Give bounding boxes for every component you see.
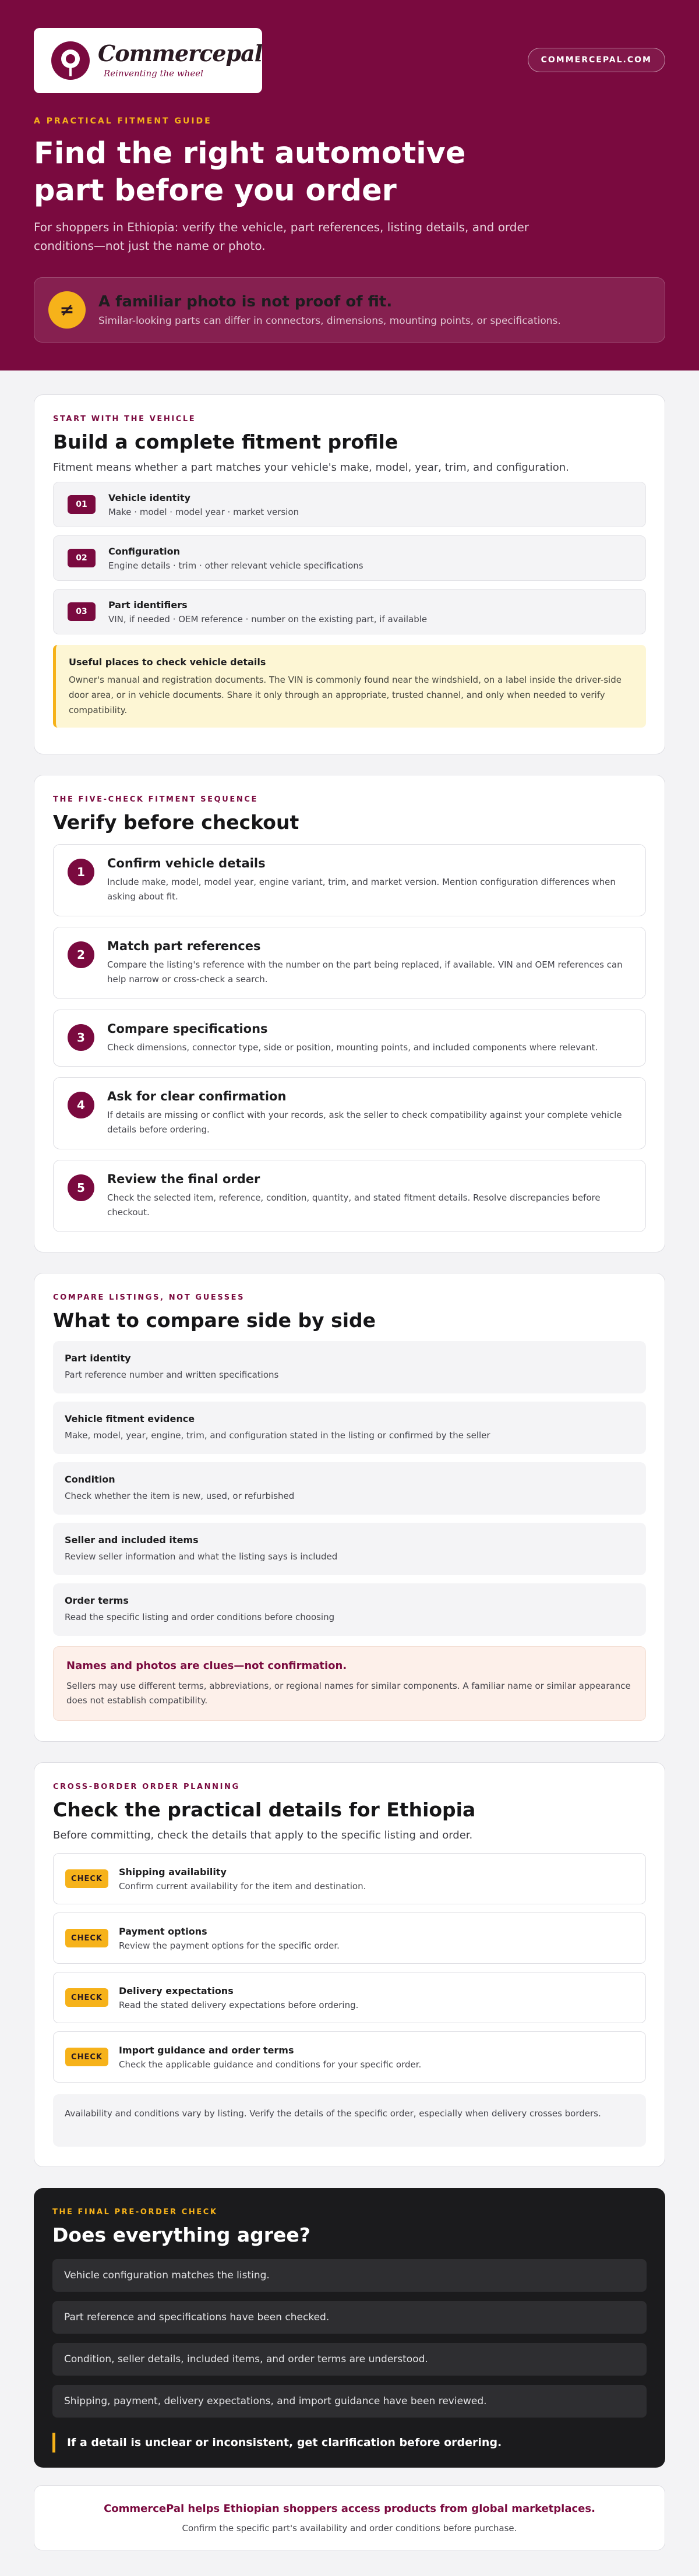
row-title: Configuration — [108, 545, 181, 557]
check-text: Check the applicable guidance and conditions for your specific order. — [119, 2059, 422, 2070]
page-subtitle: For shoppers in Ethiopia: verify the vehicle, part references, listing details, and order conditions—not just the name or photo. — [34, 220, 529, 253]
step-number-badge: 3 — [68, 1024, 94, 1051]
section-eyebrow: CROSS-BORDER ORDER PLANNING — [53, 1783, 240, 1791]
row-text: VIN, if needed · OEM reference · number on the existing part, if available — [108, 613, 428, 624]
compare-row — [53, 1402, 646, 1454]
footer-card — [34, 2485, 665, 2550]
check-tag: CHECK — [65, 2048, 108, 2066]
final-check-row: Shipping, payment, delivery expectations, and import guidance have been reviewed. — [52, 2385, 647, 2418]
compare-row-text: Check whether the item is new, used, or refurbished — [65, 1491, 295, 1501]
fitment-sequence-card — [34, 775, 665, 1252]
section-title: Build a complete fitment profile — [53, 430, 398, 453]
section-title: Check the practical details for Ethiopia — [53, 1798, 476, 1821]
step-item — [53, 1077, 646, 1149]
row-title: Part identifiers — [108, 599, 188, 611]
final-conclusion: If a detail is unclear or inconsistent, get clarification before ordering. — [52, 2433, 647, 2453]
callout-text: Similar-looking parts can differ in connectors, dimensions, mounting points, or specifications. — [98, 315, 561, 327]
step-title: Ask for clear confirmation — [107, 1089, 287, 1103]
step-title: Review the final order — [107, 1172, 260, 1186]
compare-row-title: Part identity — [65, 1353, 131, 1364]
profile-row — [53, 535, 646, 581]
not-equal-icon: ≠ — [48, 291, 86, 329]
hero-header — [0, 0, 699, 323]
photo-warning-callout — [34, 277, 665, 343]
step-item — [53, 927, 646, 999]
compare-row-text: Read the specific listing and order conditions before choosing — [65, 1612, 335, 1622]
tip-text: Owner's manual and registration documents. The VIN is commonly found near the windshield, on a label inside the driver-side door area, or in vehicle documents. Share it only through an appropriate, trusted channel, and only when needed to verify compatibility. — [69, 675, 622, 715]
step-item — [53, 844, 646, 916]
check-row — [53, 1912, 646, 1964]
brand-name: Commercepal — [98, 40, 263, 66]
hero-eyebrow: A PRACTICAL FITMENT GUIDE — [34, 117, 212, 126]
check-row — [53, 1972, 646, 2023]
step-title: Match part references — [107, 939, 261, 953]
compare-listings-card — [34, 1273, 665, 1742]
names-photos-warning — [53, 1646, 646, 1721]
section-title: What to compare side by side — [53, 1309, 376, 1332]
section-subtitle: Before committing, check the details that apply to the specific listing and order. — [53, 1829, 473, 1841]
compare-row — [53, 1523, 646, 1575]
section-eyebrow: THE FINAL PRE-ORDER CHECK — [52, 2208, 218, 2217]
check-title: Delivery expectations — [119, 1985, 234, 1996]
section-eyebrow: COMPARE LISTINGS, NOT GUESSES — [53, 1293, 245, 1302]
profile-row — [53, 482, 646, 527]
section-eyebrow: THE FIVE-CHECK FITMENT SEQUENCE — [53, 795, 258, 804]
step-title: Compare specifications — [107, 1022, 268, 1036]
warning-text: Sellers may use different terms, abbreviations, or regional names for similar components. A familiar name or similar appearance does not establish compatibility. — [66, 1681, 631, 1706]
check-tag: CHECK — [65, 1988, 108, 2007]
top-bar — [34, 28, 665, 93]
step-number-badge: 5 — [68, 1174, 94, 1201]
check-title: Import guidance and order terms — [119, 2044, 294, 2056]
check-title: Payment options — [119, 1925, 207, 1937]
availability-note: Availability and conditions vary by listing. Verify the details of the specific order, especially when delivery crosses borders. — [53, 2094, 646, 2147]
step-title: Confirm vehicle details — [107, 856, 266, 870]
step-item — [53, 1160, 646, 1232]
final-check-row: Part reference and specifications have been checked. — [52, 2301, 647, 2334]
check-tag: CHECK — [65, 1929, 108, 1947]
vehicle-details-tip — [53, 645, 646, 728]
fitment-profile-card — [34, 394, 665, 754]
profile-row — [53, 589, 646, 634]
check-title: Shipping availability — [119, 1866, 227, 1878]
step-number-badge: 4 — [68, 1092, 94, 1118]
step-number-badge: 1 — [68, 859, 94, 885]
ethiopia-details-card — [34, 1762, 665, 2167]
row-number-badge: 01 — [68, 495, 96, 514]
compare-row-title: Vehicle fitment evidence — [65, 1413, 195, 1424]
compare-row — [53, 1583, 646, 1636]
check-text: Read the stated delivery expectations before ordering. — [119, 1999, 359, 2010]
step-item — [53, 1010, 646, 1067]
step-number-badge: 2 — [68, 941, 94, 968]
step-text: Check the selected item, reference, condition, quantity, and stated fitment details. Resolve discrepancies before checkout. — [107, 1192, 601, 1218]
compare-row-title: Seller and included items — [65, 1534, 199, 1545]
warning-title: Names and photos are clues—not confirmation. — [66, 1660, 347, 1672]
step-text: Check dimensions, connector type, side or position, mounting points, and included components where relevant. — [107, 1042, 598, 1053]
compare-row — [53, 1462, 646, 1515]
check-tag: CHECK — [65, 1869, 108, 1888]
compare-row-title: Condition — [65, 1474, 115, 1485]
check-text: Review the payment options for the specific order. — [119, 1940, 340, 1951]
section-title: Verify before checkout — [53, 811, 299, 834]
check-text: Confirm current availability for the item and destination. — [119, 1880, 366, 1892]
row-number-badge: 02 — [68, 549, 96, 567]
final-check-row: Vehicle configuration matches the listing. — [52, 2259, 647, 2292]
site-link-button[interactable]: COMMERCEPAL.COM — [528, 48, 665, 72]
page-title: Find the right automotive part before you order — [34, 136, 466, 208]
logo-text — [98, 40, 263, 79]
footer-title: CommercePal helps Ethiopian shoppers access products from global marketplaces. — [104, 2502, 595, 2515]
step-text: Compare the listing's reference with the number on the part being replaced, if available. VIN and OEM references can help narrow or cross-check a search. — [107, 959, 623, 984]
check-row — [53, 2031, 646, 2083]
compare-row-text: Make, model, year, engine, trim, and configuration stated in the listing or confirmed by the seller — [65, 1430, 490, 1441]
compare-row-text: Part reference number and written specifications — [65, 1370, 279, 1380]
brand-tagline: Reinventing the wheel — [104, 68, 203, 79]
row-title: Vehicle identity — [108, 492, 191, 503]
row-number-badge: 03 — [68, 602, 96, 621]
row-text: Make · model · model year · market version — [108, 506, 299, 517]
final-check-card — [34, 2188, 665, 2468]
final-check-row: Condition, seller details, included items, and order terms are understood. — [52, 2343, 647, 2376]
check-row — [53, 1853, 646, 1904]
brand-logo[interactable] — [34, 28, 262, 93]
section-subtitle: Fitment means whether a part matches your vehicle's make, model, year, trim, and configuration. — [53, 461, 569, 474]
callout-title: A familiar photo is not proof of fit. — [98, 293, 393, 310]
tip-title: Useful places to check vehicle details — [69, 657, 266, 668]
row-text: Engine details · trim · other relevant vehicle specifications — [108, 560, 363, 571]
compare-row-title: Order terms — [65, 1595, 129, 1606]
step-text: Include make, model, model year, engine variant, trim, and market version. Mention configuration differences when asking about fit. — [107, 877, 616, 902]
section-eyebrow: START WITH THE VEHICLE — [53, 415, 196, 424]
section-title: Does everything agree? — [52, 2224, 310, 2246]
compare-row-text: Review seller information and what the listing says is included — [65, 1551, 338, 1562]
step-text: If details are missing or conflict with your records, ask the seller to check compatibility against your complete vehicle details before ordering. — [107, 1110, 622, 1135]
logo-mark-icon — [51, 41, 90, 80]
compare-row — [53, 1341, 646, 1393]
footer-text: Confirm the specific part's availability and order conditions before purchase. — [182, 2522, 517, 2533]
